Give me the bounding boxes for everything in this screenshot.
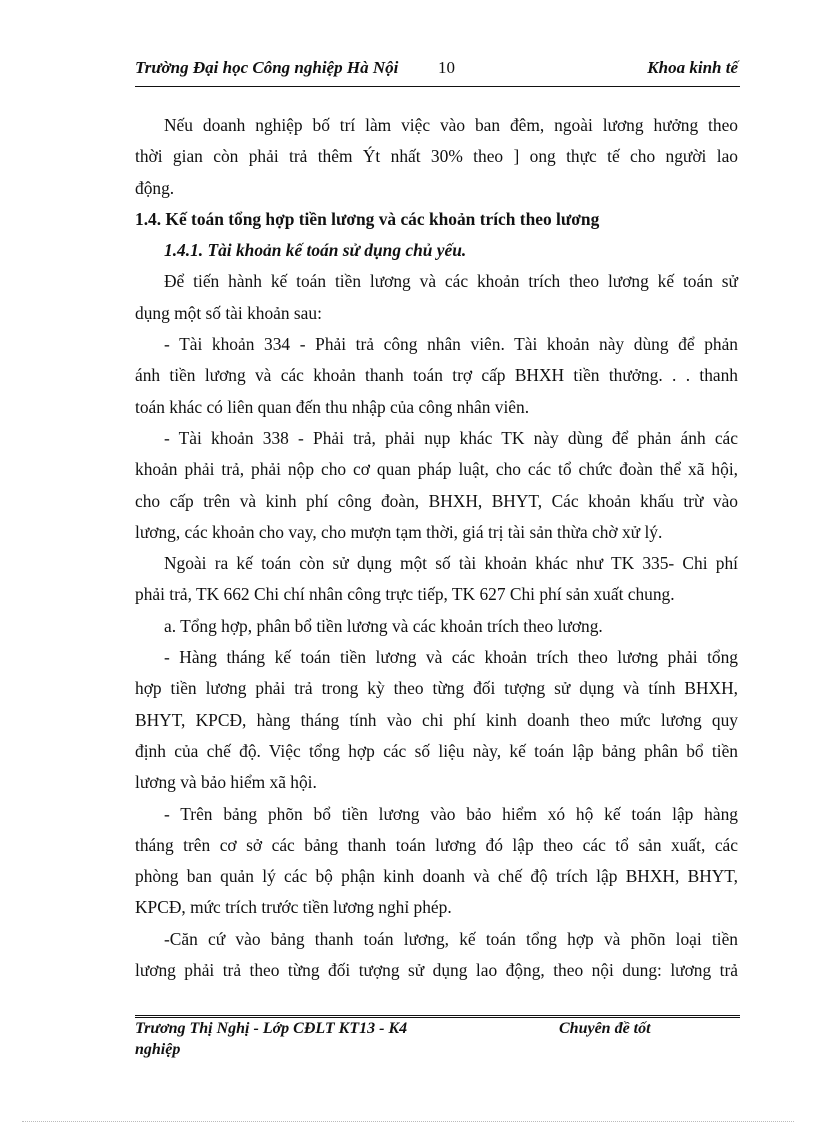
paragraph-line: - Hàng tháng kế toán tiền lương và các khoản trích theo lương phải tổng xyxy=(164,647,738,668)
page-number: 10 xyxy=(438,58,455,77)
footer-author: Trương Thị Nghị - Lớp CĐLT KT13 - K4 xyxy=(135,1020,408,1037)
paragraph-line: lương và bảo hiểm xã hội. xyxy=(135,772,317,793)
paragraph-line: định của chế độ. Việc tổng hợp các số liệu này, kế toán lập bảng phân bổ tiền xyxy=(135,740,738,761)
paragraph-line: toán khác có liên quan đến thu nhập của công nhân viên. xyxy=(135,396,530,417)
paragraph-line: ánh tiền lương và các khoản thanh toán trợ cấp BHXH tiền thưởng. . . thanh xyxy=(135,365,738,386)
paragraph-line: cho cấp trên và kinh phí công đoàn, BHXH, BHYT, Các khoản khấu trừ vào xyxy=(135,490,738,511)
paragraph-line: dụng một số tài khoản sau: xyxy=(135,302,322,323)
header-rule xyxy=(135,86,740,87)
footer-rule xyxy=(135,1015,740,1016)
paragraph-line: -Căn cứ vào bảng thanh toán lương, kế toán tổng hợp và phõn loại tiền xyxy=(164,928,738,949)
page-edge xyxy=(22,1121,794,1122)
paragraph-line: khoản phải trả, phải nộp cho cơ quan pháp luật, cho các tổ chức đoàn thể xã hội, xyxy=(135,459,738,480)
footer-title-continued: nghiệp xyxy=(135,1041,181,1058)
header-school: Trường Đại học Công nghiệp Hà Nội xyxy=(135,58,399,77)
paragraph-line: tháng trên cơ sở các bảng thanh toán lương đó lập theo các tổ sản xuất, các xyxy=(135,834,738,855)
page-header xyxy=(135,58,738,84)
paragraph-line: thời gian còn phải trả thêm Ýt nhất 30% theo ] ong thực tế cho người lao xyxy=(135,146,738,167)
paragraph-line: - Trên bảng phõn bổ tiền lương vào bảo hiểm xó hộ kế toán lập hàng xyxy=(164,803,738,824)
paragraph-line: Nếu doanh nghiệp bố trí làm việc vào ban đêm, ngoài lương hưởng theo xyxy=(164,115,738,135)
paragraph-line: động. xyxy=(135,177,175,198)
paragraph-line: hợp tiền lương phải trả trong kỳ theo từng đối tượng sử dụng và tính BHXH, xyxy=(135,678,738,699)
document-body xyxy=(135,110,738,986)
paragraph-line: KPCĐ, mức trích trước tiền lương nghỉ phép. xyxy=(135,897,452,918)
header-faculty: Khoa kinh tế xyxy=(647,58,738,77)
page-footer xyxy=(135,1018,738,1060)
paragraph-line: phòng ban quản lý các bộ phận kinh doanh và chế độ trích lập BHXH, BHYT, xyxy=(135,866,738,887)
paragraph-line: phải trả, TK 662 Chi chí nhân công trực tiếp, TK 627 Chi phí sản xuất chung. xyxy=(135,584,675,605)
paragraph-line: - Tài khoản 338 - Phải trả, phải nụp khác TK này dùng để phản ánh các xyxy=(164,427,738,448)
section-heading: 1.4. Kế toán tổng hợp tiền lương và các khoản trích theo lương xyxy=(135,208,600,229)
paragraph-line: BHYT, KPCĐ, hàng tháng tính vào chi phí kinh doanh theo mức lương quy xyxy=(135,709,738,730)
paragraph-line: - Tài khoản 334 - Phải trả công nhân viên. Tài khoản này dùng để phản xyxy=(164,334,738,355)
paragraph-line: Để tiến hành kế toán tiền lương và các khoản trích theo lương kế toán sử xyxy=(164,271,738,292)
subsection-heading: 1.4.1. Tài khoản kế toán sử dụng chủ yếu. xyxy=(164,240,467,261)
paragraph-line: lương phải trả theo từng đối tượng sử dụng lao động, theo nội dung: lương trả xyxy=(135,960,738,981)
paragraph-line: Ngoài ra kế toán còn sử dụng một số tài khoản khác như TK 335- Chi phí xyxy=(164,553,738,574)
footer-title: Chuyên đề tốt xyxy=(559,1020,651,1037)
paragraph-line: a. Tổng hợp, phân bổ tiền lương và các khoản trích theo lương. xyxy=(164,615,603,636)
paragraph-line: lương, các khoản cho vay, cho mượn tạm thời, giá trị tài sản thừa chờ xử lý. xyxy=(135,521,663,542)
